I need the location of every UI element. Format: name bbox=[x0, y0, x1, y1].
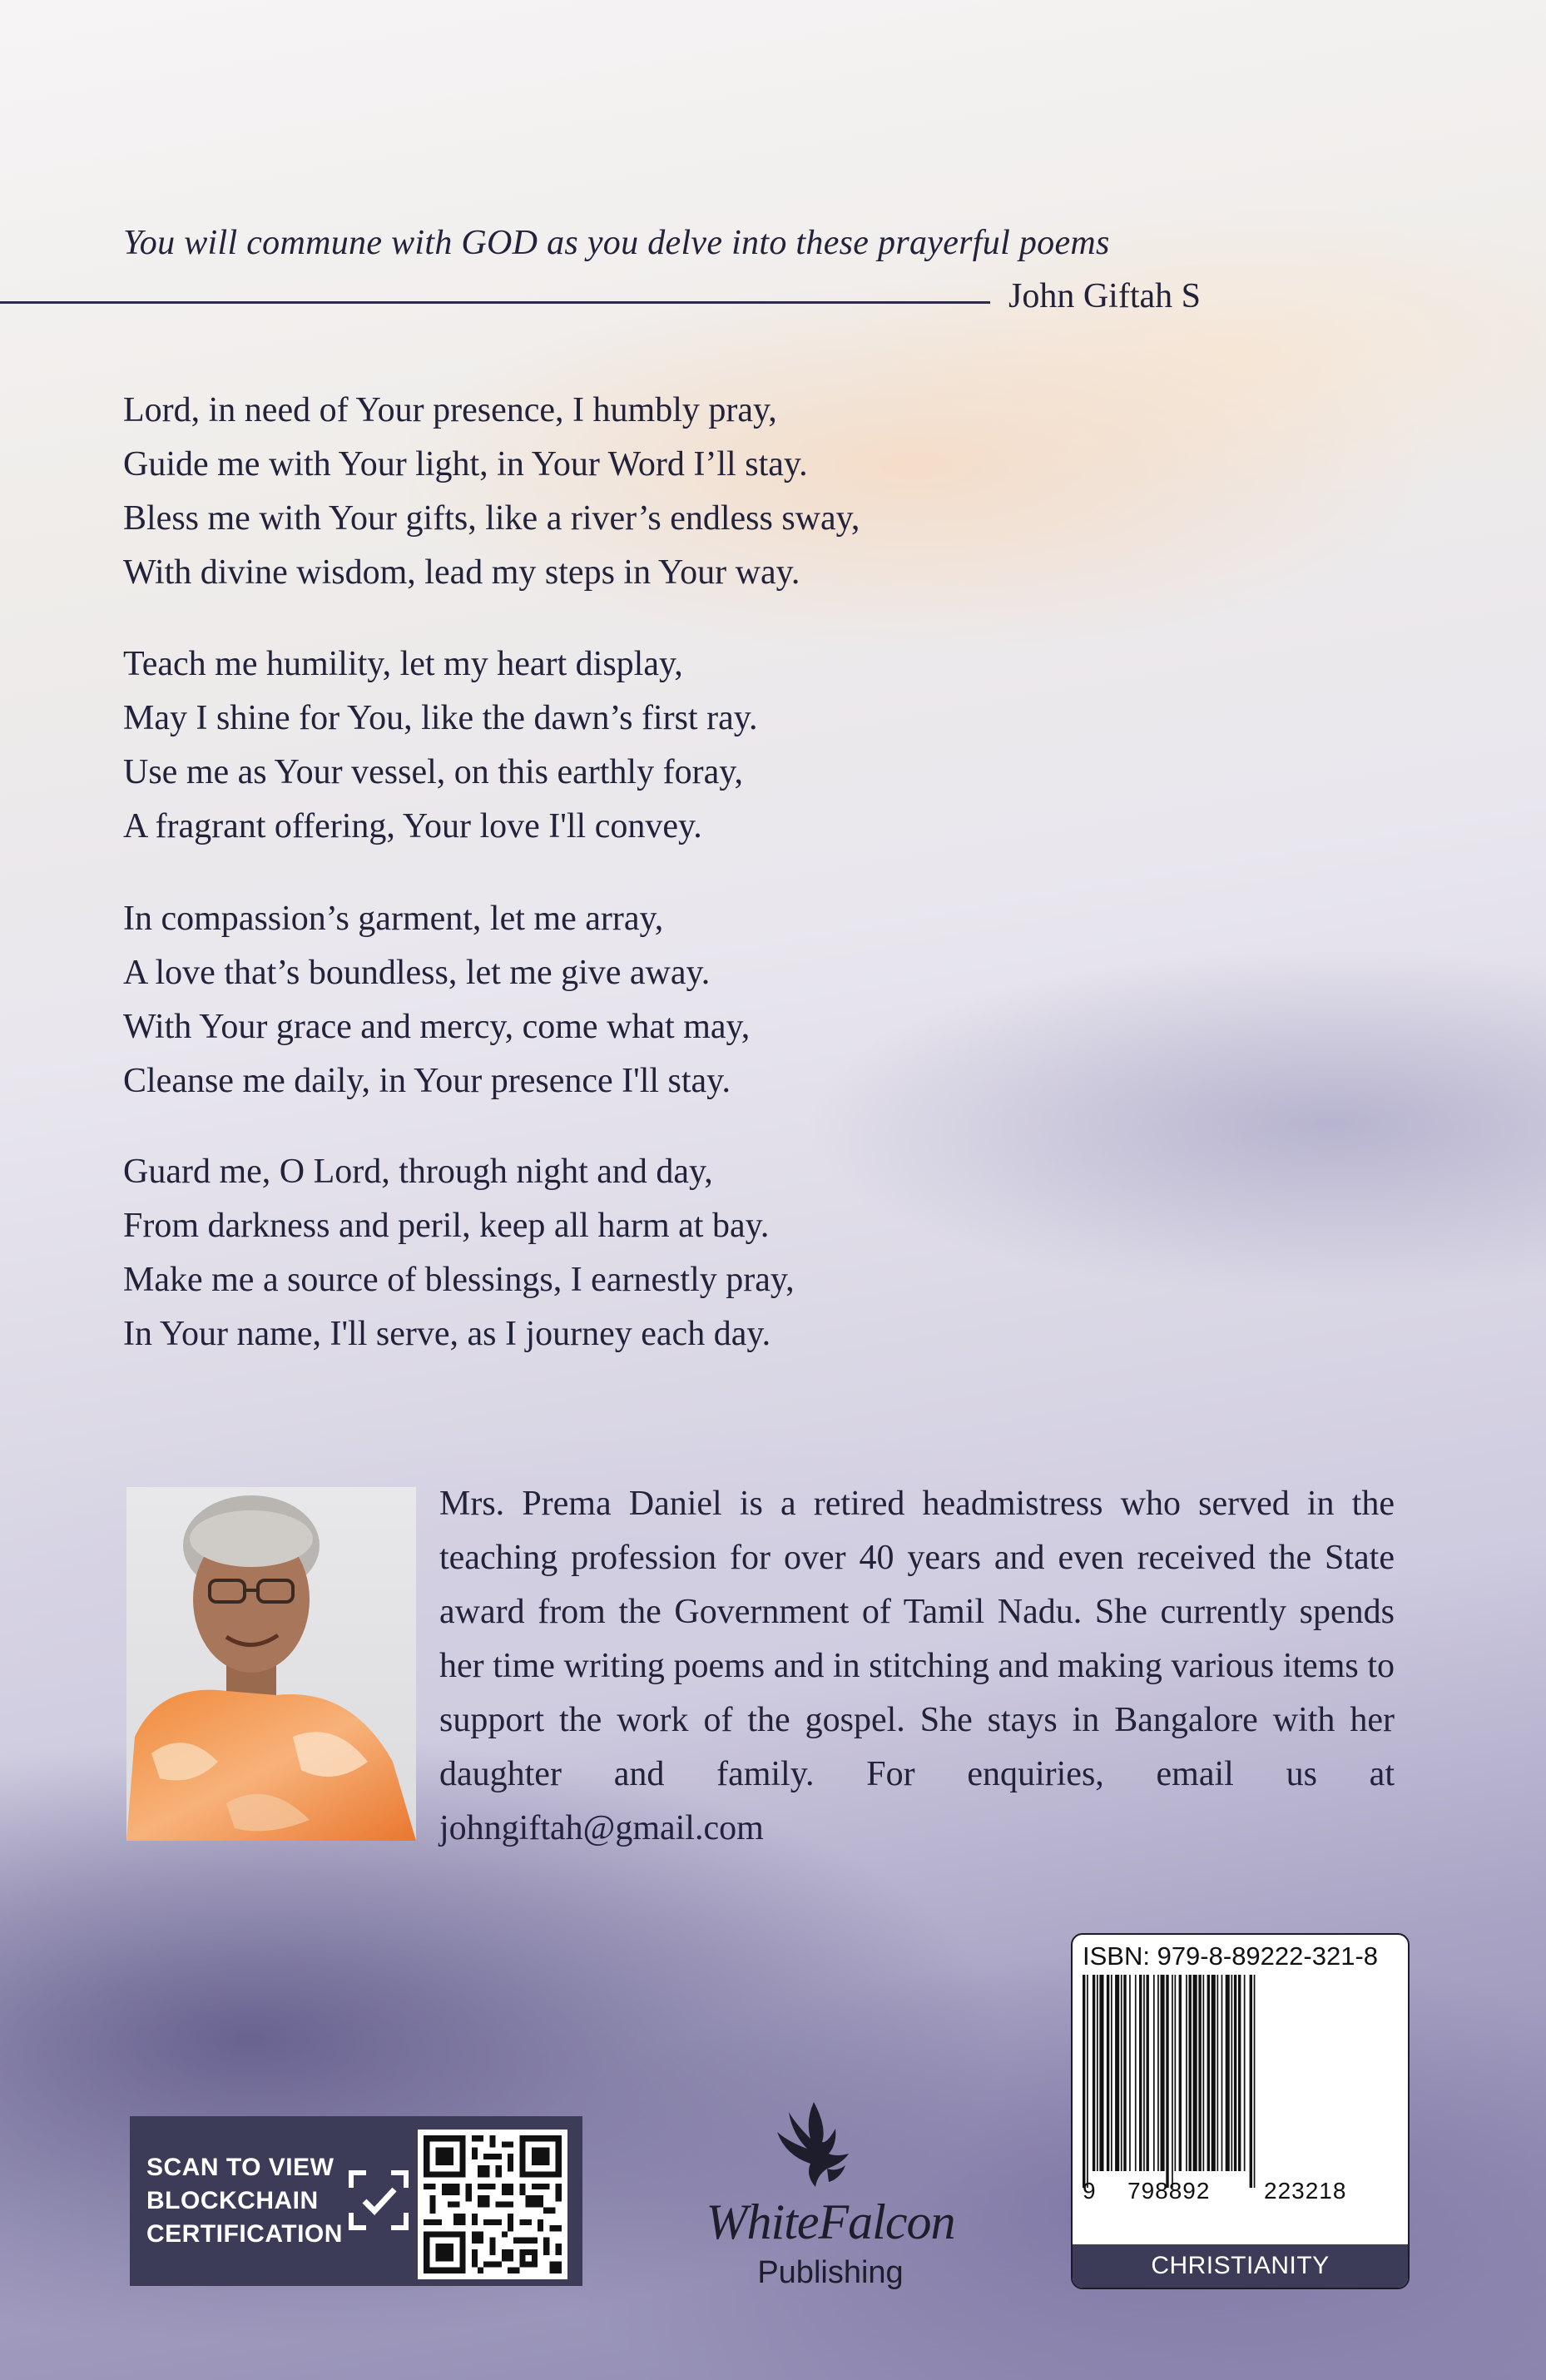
barcode-bar bbox=[1157, 1975, 1159, 2171]
scan-line: SCAN TO VIEW bbox=[146, 2154, 334, 2181]
poem-line: Cleanse me daily, in Your presence I'll stay. bbox=[123, 1062, 731, 1100]
barcode-bar bbox=[1179, 1975, 1182, 2171]
isbn-barcode-panel bbox=[1071, 1933, 1410, 2289]
barcode-bar bbox=[1203, 1975, 1205, 2171]
divider-line bbox=[0, 301, 990, 304]
poem-line: May I shine for You, like the dawn’s first ray. bbox=[123, 699, 758, 737]
barcode-bar bbox=[1083, 1975, 1085, 2188]
barcode-bar bbox=[1226, 1975, 1230, 2171]
poem-line: From darkness and peril, keep all harm at bay. bbox=[123, 1207, 770, 1245]
barcode-bar bbox=[1111, 1975, 1112, 2171]
poem-line: Lord, in need of Your presence, I humbly pray, bbox=[123, 391, 777, 429]
blockchain-certification-panel[interactable] bbox=[130, 2116, 582, 2286]
barcode-bar bbox=[1139, 1975, 1142, 2171]
barcode-bar bbox=[1244, 1975, 1246, 2171]
publisher-name: WhiteFalcon bbox=[706, 2194, 955, 2249]
barcode-bar bbox=[1238, 1975, 1241, 2171]
barcode-icon bbox=[1083, 1975, 1399, 2188]
barcode-bar bbox=[1207, 1975, 1210, 2171]
poem-line: In Your name, I'll serve, as I journey each day. bbox=[123, 1315, 771, 1353]
poem-line: Make me a source of blessings, I earnestly pray, bbox=[123, 1261, 795, 1299]
poem-stanza-2 bbox=[123, 637, 1205, 854]
barcode-bar bbox=[1129, 1975, 1131, 2171]
barcode-bar bbox=[1193, 1975, 1197, 2171]
qr-code-icon[interactable] bbox=[418, 2130, 567, 2279]
barcode-bar bbox=[1099, 1975, 1103, 2171]
barcode-bar bbox=[1147, 1975, 1149, 2171]
barcode-bar bbox=[1234, 1975, 1236, 2171]
scan-line: CERTIFICATION bbox=[146, 2220, 343, 2248]
barcode-bar bbox=[1123, 1975, 1126, 2171]
poem-line: With Your grace and mercy, come what may, bbox=[123, 1008, 751, 1046]
epigraph-attribution: John Giftah S bbox=[1008, 277, 1201, 315]
falcon-icon bbox=[756, 2095, 880, 2204]
author-photo bbox=[126, 1487, 416, 1841]
barcode-bar bbox=[1231, 1975, 1233, 2171]
barcode-bar bbox=[1087, 1975, 1088, 2188]
barcode-bar bbox=[1254, 1975, 1256, 2188]
barcode-bar bbox=[1250, 1975, 1252, 2188]
author-bio: Mrs. Prema Daniel is a retired headmistress who served in the teaching profession for over 40 years and even received the State award from the Government of Tamil Nadu. She currently spends her time writing poems and in stitching and making various items to support the work of the gospel. She stays in Bangalore with her daughter and family. For enquiries, email us at johngiftah@gmail.com bbox=[439, 1485, 1395, 1847]
poem-line: Guide me with Your light, in Your Word I’ll stay. bbox=[123, 445, 808, 483]
poem-line: In compassion’s garment, let me array, bbox=[123, 900, 664, 938]
barcode-bar bbox=[1172, 1975, 1173, 2188]
barcode-bar bbox=[1135, 1975, 1137, 2171]
barcode-bar bbox=[1115, 1975, 1119, 2171]
barcode-bar bbox=[1161, 1975, 1165, 2171]
poem-line: With divine wisdom, lead my steps in Your way. bbox=[123, 553, 800, 592]
epigraph-quote: You will commune with GOD as you delve into these prayerful poems bbox=[123, 224, 1110, 262]
barcode-bar bbox=[1097, 1975, 1098, 2171]
poem-stanza-4 bbox=[123, 1145, 1205, 1361]
verify-check-icon bbox=[348, 2169, 409, 2231]
barcode-digits-group2: 223218 bbox=[1264, 2178, 1347, 2204]
barcode-bar bbox=[1198, 1975, 1201, 2171]
publisher-sub: Publishing bbox=[757, 2255, 904, 2290]
barcode-bar bbox=[1093, 1975, 1095, 2171]
isbn-number: ISBN: 979-8-89222-321-8 bbox=[1083, 1941, 1379, 1971]
barcode-digit-left: 9 bbox=[1083, 2178, 1096, 2204]
poem-line: Bless me with Your gifts, like a river’s endless sway, bbox=[123, 499, 860, 538]
barcode-bar bbox=[1221, 1975, 1223, 2171]
publisher-logo bbox=[681, 2095, 980, 2295]
barcode-bar bbox=[1121, 1975, 1122, 2171]
book-category: CHRISTIANITY bbox=[1073, 2244, 1408, 2288]
poem-stanza-1 bbox=[123, 384, 1205, 600]
barcode-bar bbox=[1153, 1975, 1155, 2171]
poem-line: A fragrant offering, Your love I'll convey. bbox=[123, 807, 702, 845]
barcode-bar bbox=[1143, 1975, 1145, 2171]
barcode-digits-group1: 798892 bbox=[1127, 2178, 1211, 2204]
barcode-bar bbox=[1217, 1975, 1219, 2171]
barcode-bar bbox=[1107, 1975, 1109, 2171]
barcode-bar bbox=[1175, 1975, 1177, 2171]
poem-stanza-3 bbox=[123, 892, 1205, 1108]
barcode-bar bbox=[1212, 1975, 1216, 2171]
poem-line: Use me as Your vessel, on this earthly foray, bbox=[123, 753, 743, 791]
poem-line: Guard me, O Lord, through night and day, bbox=[123, 1153, 713, 1191]
poem-line: A love that’s boundless, let me give away. bbox=[123, 954, 711, 992]
author-portrait-icon bbox=[126, 1487, 416, 1841]
scan-line: BLOCKCHAIN bbox=[146, 2187, 319, 2214]
barcode-bar bbox=[1166, 1975, 1168, 2188]
barcode-bar bbox=[1189, 1975, 1192, 2171]
scan-instruction bbox=[146, 2151, 343, 2251]
barcode-bar bbox=[1186, 1975, 1187, 2171]
poem-line: Teach me humility, let my heart display, bbox=[123, 645, 683, 683]
